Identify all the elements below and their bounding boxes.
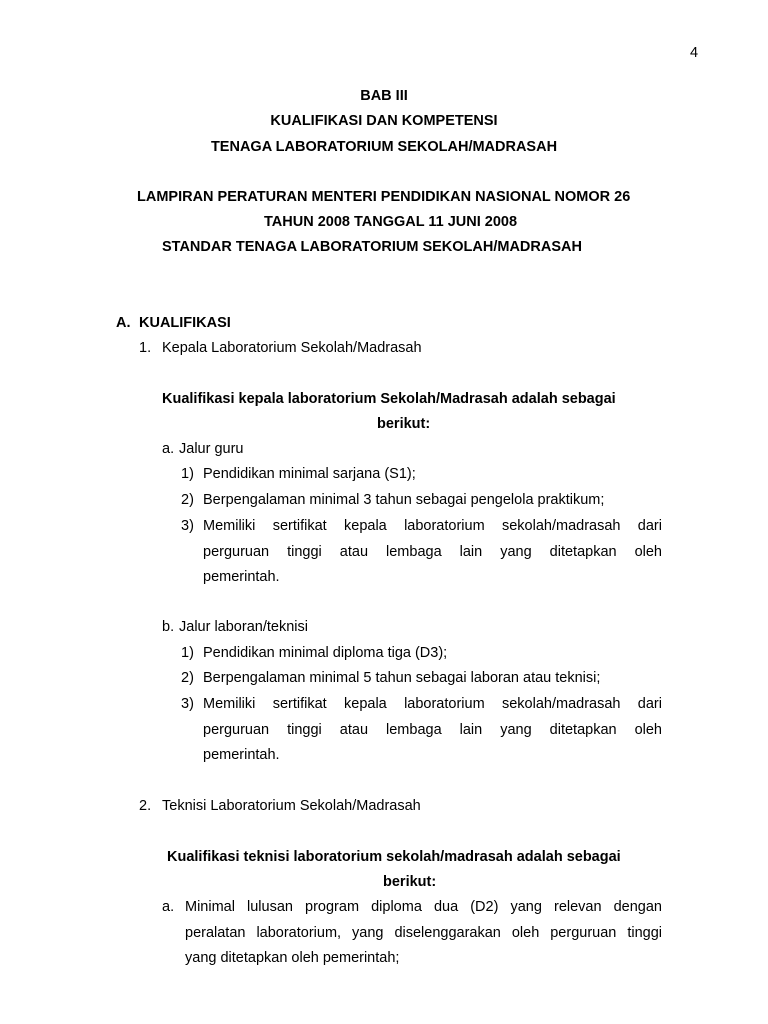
path-a-point-3-marker: 3)	[181, 518, 194, 534]
item-1-title: Kepala Laboratorium Sekolah/Madrasah	[162, 340, 422, 356]
path-a-point-3-line-3: pemerintah.	[203, 569, 280, 585]
path-a-marker: a.	[162, 441, 175, 457]
item-1-intro-line-2: berikut:	[377, 416, 431, 432]
path-a-title: Jalur guru	[179, 441, 244, 457]
item-1-intro-line-1: Kualifikasi kepala laboratorium Sekolah/Madrasah adalah sebagai	[162, 391, 616, 407]
path-b-point-1-marker: 1)	[181, 645, 194, 661]
path-a-point-1-marker: 1)	[181, 466, 194, 482]
path-a-point-3-line-2: perguruan tinggi atau lembaga lain yang ditetapkan oleh	[203, 544, 662, 560]
item-2-point-a-line-1: Minimal lulusan program diploma dua (D2) yang relevan dengan	[185, 899, 662, 915]
path-b-point-3-line-2: perguruan tinggi atau lembaga lain yang ditetapkan oleh	[203, 722, 662, 738]
item-1-marker: 1.	[139, 340, 152, 356]
page-number: 4	[690, 45, 699, 61]
item-2-point-a-line-2: peralatan laboratorium, yang diselenggarakan oleh perguruan tinggi	[185, 925, 662, 941]
item-2-intro-line-2: berikut:	[383, 874, 437, 890]
appendix-line-3: STANDAR TENAGA LABORATORIUM SEKOLAH/MADRASAH	[162, 239, 582, 255]
chapter-title: KUALIFIKASI DAN KOMPETENSI	[270, 113, 498, 129]
path-a-point-1: Pendidikan minimal sarjana (S1);	[203, 466, 416, 482]
path-a-point-3-line-1: Memiliki sertifikat kepala laboratorium sekolah/madrasah dari	[203, 518, 662, 534]
path-b-point-2-marker: 2)	[181, 670, 194, 686]
path-b-point-2: Berpengalaman minimal 5 tahun sebagai laboran atau teknisi;	[203, 670, 601, 686]
path-b-point-3-line-3: pemerintah.	[203, 747, 280, 763]
item-2-point-a-line-3: yang ditetapkan oleh pemerintah;	[185, 950, 400, 966]
path-b-point-3-line-1: Memiliki sertifikat kepala laboratorium sekolah/madrasah dari	[203, 696, 662, 712]
item-2-title: Teknisi Laboratorium Sekolah/Madrasah	[162, 798, 421, 814]
item-2-marker: 2.	[139, 798, 152, 814]
section-a-marker: A.	[116, 315, 131, 331]
path-b-point-1: Pendidikan minimal diploma tiga (D3);	[203, 645, 448, 661]
path-b-point-3-marker: 3)	[181, 696, 194, 712]
path-b-marker: b.	[162, 619, 175, 635]
path-a-point-2-marker: 2)	[181, 492, 194, 508]
chapter-subtitle: TENAGA LABORATORIUM SEKOLAH/MADRASAH	[210, 139, 558, 155]
path-a-point-2: Berpengalaman minimal 3 tahun sebagai pengelola praktikum;	[203, 492, 605, 508]
appendix-line-2: TAHUN 2008 TANGGAL 11 JUNI 2008	[264, 214, 518, 230]
path-b-title: Jalur laboran/teknisi	[179, 619, 308, 635]
appendix-line-1: LAMPIRAN PERATURAN MENTERI PENDIDIKAN NASIONAL NOMOR 26	[137, 189, 631, 205]
chapter-heading: BAB III	[360, 88, 408, 104]
item-2-point-a-marker: a.	[162, 899, 175, 915]
section-a-title: KUALIFIKASI	[139, 315, 231, 331]
item-2-intro-line-1: Kualifikasi teknisi laboratorium sekolah/madrasah adalah sebagai	[167, 849, 621, 865]
